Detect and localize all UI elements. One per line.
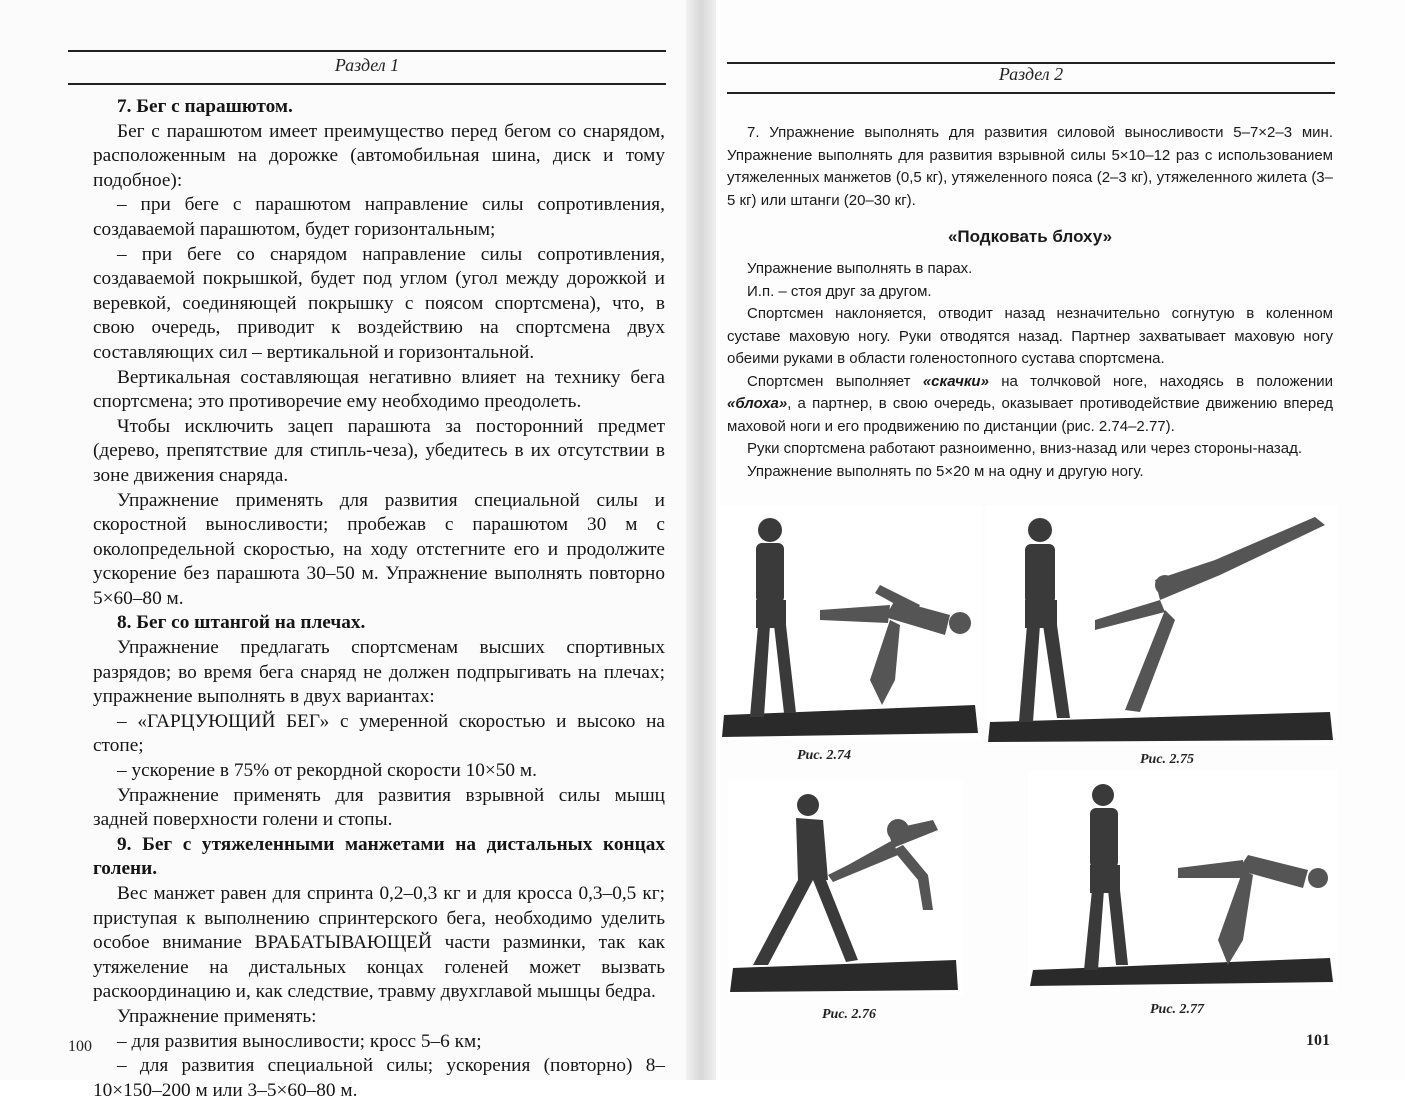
paragraph: – при беге с парашютом направление силы сопротивления, создаваемой парашютом, будет горизонтальным; (93, 194, 665, 240)
paragraph: Упражнение применять: (117, 1005, 317, 1027)
figure-caption: Рис. 2.76 (822, 1007, 877, 1022)
header-rule-top (68, 50, 666, 52)
paragraph: Упражнение выполнять в парах. (747, 260, 973, 277)
figure-caption: Рис. 2.75 (1140, 752, 1195, 767)
text: Спортсмен выполняет (747, 372, 923, 390)
paragraph: Вертикальная составляющая негативно влияет на технику бега спортсмена; это противоречие ему необходимо преодолеть. (93, 366, 665, 413)
header-rule-bottom (727, 92, 1335, 94)
right-page-body (727, 122, 1333, 483)
paragraph: Упражнение предлагать спортсменам высших спортивных разрядов; во время бега снаряд не должен подпрыгивать на плечах; упражнение выполнять в двух вариантах: (93, 637, 665, 708)
paragraph: – ускорение в 75% от рекордной скорости 10×50 м. (117, 760, 537, 782)
section-heading: 7. Бег с парашютом. (117, 96, 293, 117)
book-gutter (686, 0, 716, 1080)
running-head: Раздел 1 (334, 55, 400, 75)
left-page (0, 0, 700, 1101)
running-head: Раздел 2 (998, 64, 1064, 84)
paragraph: Упражнение применять для развития взрывной силы мышц задней поверхности голени и стопы. (93, 784, 665, 831)
section-title: «Подковать блоху» (947, 227, 1113, 246)
paragraph: – «ГАРЦУЮЩИЙ БЕГ» с умеренной скоростью и высоко на стопе; (93, 710, 665, 757)
paragraph: Чтобы исключить зацеп парашюта за посторонний предмет (дерево, препятствие для стипль-чеза), убедитесь в их отсутствии в зоне движения снаряда. (93, 415, 665, 486)
paragraph: Упражнение применять для развития специальной силы и скоростной выносливости; пробежав с парашютом 30 м с околопредельной скоростью, на ходу отстегните его и продолжите ускорение без парашюта 30–50 м. Упражнение выполнять повторно 5×60–80 м. (93, 489, 665, 609)
left-page-body (93, 95, 665, 1103)
text: на толчковой ноге, находясь в положении (988, 372, 1333, 390)
figure-photo-2-74 (720, 505, 982, 740)
paragraph: Упражнение выполнять по 5×20 м на одну и другую ногу. (747, 462, 1144, 480)
paragraph: – для развития выносливости; кросс 5–6 км; (117, 1030, 482, 1052)
intro-paragraph: 7. Упражнение выполнять для развития силовой выносливости 5–7×2–3 мин. Упражнение выполнять для развития взрывной силы 5×10–12 раз с использованием утяжеленных манжетов (0,5 кг), утяжеленного пояса (2–3 кг), утяжеленного жилета (3–5 кг) или штанги (20–30 кг). (727, 124, 1333, 209)
paragraph: И.п. – стоя друг за другом. (747, 282, 932, 300)
paragraph: Спортсмен наклоняется, отводит назад незначительно согнутую в коленном суставе маховую ногу. Руки отводятся назад. Партнер захватывает маховую ногу обеими руками в области голеностопного сустава спортсмена. (727, 305, 1333, 367)
paragraph (727, 371, 1333, 439)
page-number: 100 (68, 1038, 92, 1055)
figure-photo-2-75 (985, 505, 1337, 745)
header-rule-bottom (68, 83, 666, 85)
figure-caption: Рис. 2.74 (797, 748, 852, 763)
paragraph: Бег с парашютом имеет преимущество перед бегом со снарядом, расположенным на дорожке (автомобильная шина, диск и тому подобное): (93, 120, 665, 191)
paragraph: Руки спортсмена работают разноименно, вниз-назад или через стороны-назад. (747, 440, 1303, 457)
paragraph: – при беге со снарядом направление силы сопротивления, создаваемой покрышкой, будет под углом (угол между дорожкой и веревкой, соединяющей покрышку с поясом спортсмена), что, в свою очередь, приводит к воздействию на спортсмена двух составляющих сил – вертикальной и горизонтальной. (93, 243, 665, 363)
text: , а партнер, в свою очередь, оказывает противодействие движению вперед маховой ноги и его продвижению по дистанции (рис. 2.74–2.77). (727, 395, 1333, 435)
paragraph: Вес манжет равен для спринта 0,2–0,3 кг и для кросса 0,3–0,5 кг; приступая к выполнению спринтерского бега, необходимо уделить особое внимание ВРАБАТЫВАЮЩЕЙ части разминки, так как утяжеление на дистальных концах голеней может вызвать раскоординацию и, как следствие, травму двухглавой мышцы бедра. (93, 883, 665, 1003)
page-number: 101 (1306, 1032, 1330, 1049)
paragraph: – для развития специальной силы; ускорения (повторно) 8–10×150–200 м или 3–5×60–80 м. (93, 1055, 665, 1101)
figure-caption: Рис. 2.77 (1150, 1002, 1205, 1017)
section-heading: 9. Бег с утяжеленными манжетами на дистальных концах голени. (93, 833, 665, 880)
section-heading: 8. Бег со штангой на плечах. (117, 612, 366, 634)
term: «блоха» (727, 395, 788, 412)
figure-photo-2-76 (728, 780, 963, 995)
term: «скачки» (922, 372, 989, 390)
figure-photo-2-77 (1028, 770, 1338, 990)
